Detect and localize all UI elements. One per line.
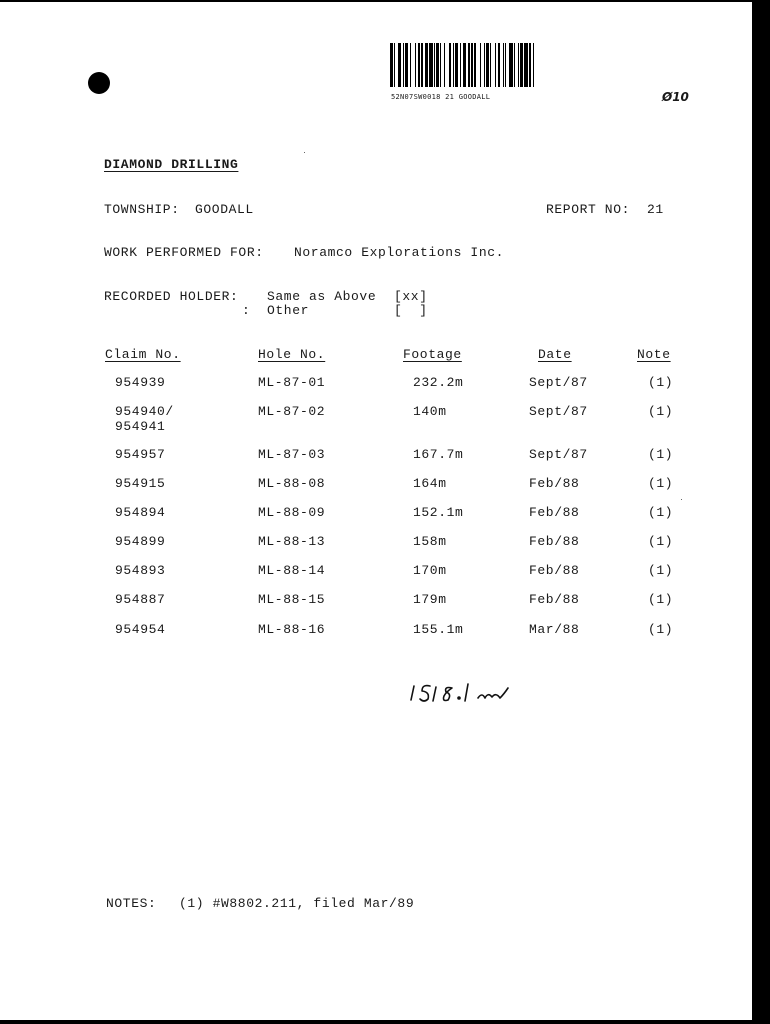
column-header-claim: Claim No. xyxy=(105,347,181,362)
footage-value: 158m xyxy=(413,534,447,549)
note-ref: (1) xyxy=(648,592,674,607)
notes-label: NOTES: xyxy=(106,896,157,911)
hole-number: ML-88-13 xyxy=(258,534,326,549)
claim-number: 954893 xyxy=(115,563,166,578)
note-ref: (1) xyxy=(648,447,674,462)
claim-number: 954915 xyxy=(115,476,166,491)
drill-date: Feb/88 xyxy=(529,476,580,491)
claim-number: 954957 xyxy=(115,447,166,462)
note-ref: (1) xyxy=(648,563,674,578)
claim-number-continued: 954941 xyxy=(115,419,166,434)
hole-number: ML-87-03 xyxy=(258,447,326,462)
drill-date: Sept/87 xyxy=(529,375,588,390)
holder-option-other-label: Other xyxy=(267,303,310,318)
holder-colon: : xyxy=(242,303,251,318)
note-ref: (1) xyxy=(648,375,674,390)
township-value: GOODALL xyxy=(195,202,254,217)
hole-number: ML-88-14 xyxy=(258,563,326,578)
report-number: 21 xyxy=(647,202,664,217)
recorded-holder-label: RECORDED HOLDER: xyxy=(104,289,239,304)
claim-number: 954940/ xyxy=(115,404,174,419)
holder-option-other-checkbox: [ ] xyxy=(394,303,428,318)
hole-number: ML-87-01 xyxy=(258,375,326,390)
footage-value: 152.1m xyxy=(413,505,464,520)
column-header-footage: Footage xyxy=(403,347,462,362)
hole-number: ML-88-15 xyxy=(258,592,326,607)
footage-value: 179m xyxy=(413,592,447,607)
drill-date: Feb/88 xyxy=(529,534,580,549)
claim-number: 954899 xyxy=(115,534,166,549)
drill-date: Feb/88 xyxy=(529,592,580,607)
barcode-caption: 52N07SW0018 21 GOODALL xyxy=(391,93,491,101)
hole-number: ML-88-08 xyxy=(258,476,326,491)
scan-speck xyxy=(304,152,305,153)
drill-date: Mar/88 xyxy=(529,622,580,637)
note-ref: (1) xyxy=(648,404,674,419)
note-ref: (1) xyxy=(648,505,674,520)
claim-number: 954894 xyxy=(115,505,166,520)
barcode-space xyxy=(534,43,537,87)
township-label: TOWNSHIP: xyxy=(104,202,180,217)
note-ref: (1) xyxy=(648,622,674,637)
footage-value: 155.1m xyxy=(413,622,464,637)
holder-option-same-label: Same as Above xyxy=(267,289,377,304)
handwritten-total-text xyxy=(410,675,524,703)
footage-value: 140m xyxy=(413,404,447,419)
hole-number: ML-87-02 xyxy=(258,404,326,419)
barcode xyxy=(390,43,608,87)
footage-value: 232.2m xyxy=(413,375,464,390)
hole-number: ML-88-09 xyxy=(258,505,326,520)
column-header-hole: Hole No. xyxy=(258,347,326,362)
claim-number: 954954 xyxy=(115,622,166,637)
scan-speck xyxy=(681,499,682,500)
footage-value: 164m xyxy=(413,476,447,491)
work-performed-label: WORK PERFORMED FOR: xyxy=(104,245,264,260)
hole-number: ML-88-16 xyxy=(258,622,326,637)
drill-date: Sept/87 xyxy=(529,404,588,419)
claim-number: 954887 xyxy=(115,592,166,607)
footage-value: 167.7m xyxy=(413,447,464,462)
note-ref: (1) xyxy=(648,476,674,491)
note-ref: (1) xyxy=(648,534,674,549)
drill-date: Feb/88 xyxy=(529,563,580,578)
drill-date: Sept/87 xyxy=(529,447,588,462)
work-performed-value: Noramco Explorations Inc. xyxy=(294,245,505,260)
drill-date: Feb/88 xyxy=(529,505,580,520)
claim-number: 954939 xyxy=(115,375,166,390)
notes-text: (1) #W8802.211, filed Mar/89 xyxy=(179,896,415,911)
footage-value: 170m xyxy=(413,563,447,578)
column-header-note: Note xyxy=(637,347,671,362)
document-heading: DIAMOND DRILLING xyxy=(104,157,239,172)
report-label: REPORT NO: xyxy=(546,202,631,217)
page-number: Ø10 xyxy=(662,90,689,104)
column-header-date: Date xyxy=(538,347,572,362)
holder-option-same-checkbox: [xx] xyxy=(394,289,428,304)
document-page xyxy=(0,2,752,1020)
hole-punch-mark xyxy=(88,72,110,94)
